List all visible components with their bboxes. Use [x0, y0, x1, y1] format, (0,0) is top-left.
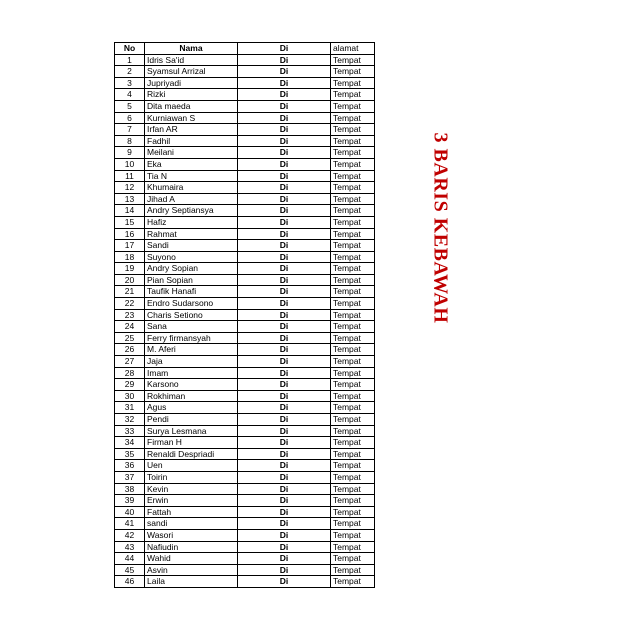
cell-nama: Agus: [145, 402, 238, 414]
cell-di: Di: [238, 77, 331, 89]
table-row: [115, 379, 375, 391]
cell-di: Di: [238, 135, 331, 147]
cell-nama: sandi: [145, 518, 238, 530]
table-row: [115, 448, 375, 460]
cell-no: 20: [115, 274, 145, 286]
table-row: [115, 309, 375, 321]
cell-alamat: Tempat: [331, 541, 375, 553]
cell-di: Di: [238, 425, 331, 437]
cell-di: Di: [238, 158, 331, 170]
table-row: [115, 193, 375, 205]
table-row: [115, 147, 375, 159]
cell-no: 28: [115, 367, 145, 379]
name-list-table: [114, 42, 375, 588]
cell-no: 25: [115, 332, 145, 344]
cell-no: 39: [115, 495, 145, 507]
cell-no: 17: [115, 240, 145, 252]
table-row: [115, 332, 375, 344]
cell-di: Di: [238, 228, 331, 240]
cell-alamat: Tempat: [331, 390, 375, 402]
table-row: [115, 460, 375, 472]
cell-nama: Laila: [145, 576, 238, 588]
table-row: [115, 66, 375, 78]
cell-nama: M. Aferi: [145, 344, 238, 356]
cell-nama: Rizki: [145, 89, 238, 101]
table-row: [115, 483, 375, 495]
cell-no: 1: [115, 54, 145, 66]
cell-alamat: Tempat: [331, 344, 375, 356]
cell-alamat: Tempat: [331, 553, 375, 565]
cell-di: Di: [238, 541, 331, 553]
table-row: [115, 112, 375, 124]
table-row: [115, 553, 375, 565]
cell-alamat: Tempat: [331, 483, 375, 495]
cell-alamat: Tempat: [331, 228, 375, 240]
cell-di: Di: [238, 367, 331, 379]
table-row: [115, 251, 375, 263]
cell-nama: Kurniawan S: [145, 112, 238, 124]
cell-di: Di: [238, 66, 331, 78]
cell-no: 8: [115, 135, 145, 147]
cell-nama: Syamsul Arrizal: [145, 66, 238, 78]
cell-nama: Andry Septiansya: [145, 205, 238, 217]
cell-di: Di: [238, 170, 331, 182]
cell-nama: Sandi: [145, 240, 238, 252]
cell-no: 9: [115, 147, 145, 159]
cell-alamat: Tempat: [331, 448, 375, 460]
table-row: [115, 495, 375, 507]
cell-nama: Idris Sa'id: [145, 54, 238, 66]
table-row: [115, 274, 375, 286]
cell-di: Di: [238, 205, 331, 217]
cell-nama: Rokhiman: [145, 390, 238, 402]
cell-no: 10: [115, 158, 145, 170]
cell-nama: Rahmat: [145, 228, 238, 240]
cell-di: Di: [238, 448, 331, 460]
cell-alamat: Tempat: [331, 518, 375, 530]
cell-alamat: Tempat: [331, 100, 375, 112]
cell-alamat: Tempat: [331, 286, 375, 298]
cell-nama: Pian Sopian: [145, 274, 238, 286]
cell-di: Di: [238, 471, 331, 483]
cell-di: Di: [238, 263, 331, 275]
cell-di: Di: [238, 402, 331, 414]
cell-alamat: Tempat: [331, 460, 375, 472]
cell-nama: Uen: [145, 460, 238, 472]
cell-nama: Charis Setiono: [145, 309, 238, 321]
table-body: [115, 54, 375, 587]
cell-alamat: Tempat: [331, 437, 375, 449]
cell-no: 19: [115, 263, 145, 275]
cell-di: Di: [238, 495, 331, 507]
cell-no: 44: [115, 553, 145, 565]
table-row: [115, 402, 375, 414]
cell-alamat: Tempat: [331, 379, 375, 391]
cell-alamat: Tempat: [331, 124, 375, 136]
cell-di: Di: [238, 216, 331, 228]
table-row: [115, 321, 375, 333]
cell-alamat: Tempat: [331, 495, 375, 507]
cell-di: Di: [238, 89, 331, 101]
cell-nama: Imam: [145, 367, 238, 379]
table-row: [115, 518, 375, 530]
cell-di: Di: [238, 344, 331, 356]
table-row: [115, 77, 375, 89]
table-row: [115, 529, 375, 541]
cell-no: 7: [115, 124, 145, 136]
cell-no: 31: [115, 402, 145, 414]
cell-nama: Firman H: [145, 437, 238, 449]
cell-nama: Karsono: [145, 379, 238, 391]
cell-di: Di: [238, 553, 331, 565]
cell-alamat: Tempat: [331, 506, 375, 518]
cell-nama: Hafiz: [145, 216, 238, 228]
cell-no: 21: [115, 286, 145, 298]
cell-di: Di: [238, 274, 331, 286]
cell-alamat: Tempat: [331, 89, 375, 101]
cell-nama: Fadhil: [145, 135, 238, 147]
cell-alamat: Tempat: [331, 216, 375, 228]
table-row: [115, 182, 375, 194]
cell-nama: Wasori: [145, 529, 238, 541]
cell-nama: Pendi: [145, 414, 238, 426]
cell-alamat: Tempat: [331, 263, 375, 275]
cell-nama: Sana: [145, 321, 238, 333]
cell-alamat: Tempat: [331, 274, 375, 286]
cell-di: Di: [238, 506, 331, 518]
cell-alamat: Tempat: [331, 321, 375, 333]
cell-no: 45: [115, 564, 145, 576]
table-row: [115, 298, 375, 310]
cell-nama: Khumaira: [145, 182, 238, 194]
cell-nama: Erwin: [145, 495, 238, 507]
cell-nama: Jihad A: [145, 193, 238, 205]
side-note-label: 3 BARIS KEBAWAH: [429, 132, 452, 324]
cell-no: 36: [115, 460, 145, 472]
cell-nama: Jupriyadi: [145, 77, 238, 89]
cell-di: Di: [238, 100, 331, 112]
cell-nama: Dita maeda: [145, 100, 238, 112]
cell-alamat: Tempat: [331, 414, 375, 426]
table-row: [115, 367, 375, 379]
cell-no: 6: [115, 112, 145, 124]
cell-no: 42: [115, 529, 145, 541]
table-row: [115, 216, 375, 228]
cell-no: 35: [115, 448, 145, 460]
table-row: [115, 89, 375, 101]
table-row: [115, 100, 375, 112]
table-row: [115, 437, 375, 449]
table-row: [115, 54, 375, 66]
cell-nama: Wahid: [145, 553, 238, 565]
table-row: [115, 286, 375, 298]
cell-alamat: Tempat: [331, 402, 375, 414]
cell-alamat: Tempat: [331, 66, 375, 78]
cell-alamat: Tempat: [331, 193, 375, 205]
cell-no: 5: [115, 100, 145, 112]
cell-nama: Fattah: [145, 506, 238, 518]
table-row: [115, 240, 375, 252]
cell-di: Di: [238, 576, 331, 588]
cell-no: 14: [115, 205, 145, 217]
cell-di: Di: [238, 240, 331, 252]
cell-alamat: Tempat: [331, 182, 375, 194]
header-no: No: [115, 43, 145, 55]
cell-di: Di: [238, 356, 331, 368]
cell-nama: Andry Sopian: [145, 263, 238, 275]
cell-no: 46: [115, 576, 145, 588]
cell-no: 40: [115, 506, 145, 518]
cell-di: Di: [238, 518, 331, 530]
cell-di: Di: [238, 483, 331, 495]
header-alamat: alamat: [331, 43, 375, 55]
cell-di: Di: [238, 390, 331, 402]
cell-alamat: Tempat: [331, 251, 375, 263]
cell-nama: Taufik Hanafi: [145, 286, 238, 298]
cell-nama: Ferry firmansyah: [145, 332, 238, 344]
cell-nama: Tia N: [145, 170, 238, 182]
cell-alamat: Tempat: [331, 309, 375, 321]
cell-nama: Endro Sudarsono: [145, 298, 238, 310]
cell-alamat: Tempat: [331, 77, 375, 89]
table-row: [115, 124, 375, 136]
cell-di: Di: [238, 112, 331, 124]
cell-alamat: Tempat: [331, 471, 375, 483]
table-row: [115, 344, 375, 356]
cell-alamat: Tempat: [331, 240, 375, 252]
cell-no: 38: [115, 483, 145, 495]
header-nama: Nama: [145, 43, 238, 55]
table-row: [115, 356, 375, 368]
cell-alamat: Tempat: [331, 425, 375, 437]
table-header-row: [115, 43, 375, 55]
table-row: [115, 506, 375, 518]
cell-di: Di: [238, 286, 331, 298]
cell-alamat: Tempat: [331, 332, 375, 344]
cell-no: 13: [115, 193, 145, 205]
cell-di: Di: [238, 193, 331, 205]
table-row: [115, 390, 375, 402]
cell-no: 29: [115, 379, 145, 391]
cell-di: Di: [238, 309, 331, 321]
cell-di: Di: [238, 529, 331, 541]
cell-di: Di: [238, 414, 331, 426]
cell-di: Di: [238, 54, 331, 66]
cell-di: Di: [238, 564, 331, 576]
cell-nama: Jaja: [145, 356, 238, 368]
cell-nama: Asvin: [145, 564, 238, 576]
cell-no: 22: [115, 298, 145, 310]
cell-di: Di: [238, 182, 331, 194]
cell-no: 11: [115, 170, 145, 182]
cell-alamat: Tempat: [331, 170, 375, 182]
cell-no: 32: [115, 414, 145, 426]
table-row: [115, 135, 375, 147]
cell-no: 43: [115, 541, 145, 553]
cell-alamat: Tempat: [331, 147, 375, 159]
cell-no: 34: [115, 437, 145, 449]
cell-nama: Suyono: [145, 251, 238, 263]
table-row: [115, 564, 375, 576]
cell-di: Di: [238, 437, 331, 449]
cell-no: 2: [115, 66, 145, 78]
cell-alamat: Tempat: [331, 54, 375, 66]
cell-no: 23: [115, 309, 145, 321]
cell-nama: Irfan AR: [145, 124, 238, 136]
table-row: [115, 158, 375, 170]
cell-nama: Kevin: [145, 483, 238, 495]
cell-no: 16: [115, 228, 145, 240]
cell-no: 41: [115, 518, 145, 530]
cell-nama: Eka: [145, 158, 238, 170]
cell-di: Di: [238, 379, 331, 391]
cell-di: Di: [238, 321, 331, 333]
cell-alamat: Tempat: [331, 135, 375, 147]
cell-no: 33: [115, 425, 145, 437]
cell-no: 30: [115, 390, 145, 402]
cell-no: 27: [115, 356, 145, 368]
table-row: [115, 228, 375, 240]
cell-alamat: Tempat: [331, 205, 375, 217]
cell-di: Di: [238, 124, 331, 136]
cell-alamat: Tempat: [331, 112, 375, 124]
cell-no: 12: [115, 182, 145, 194]
cell-nama: Nafiudin: [145, 541, 238, 553]
cell-no: 18: [115, 251, 145, 263]
cell-no: 3: [115, 77, 145, 89]
cell-di: Di: [238, 460, 331, 472]
cell-di: Di: [238, 298, 331, 310]
cell-di: Di: [238, 251, 331, 263]
cell-alamat: Tempat: [331, 158, 375, 170]
cell-nama: Surya Lesmana: [145, 425, 238, 437]
cell-nama: Meilani: [145, 147, 238, 159]
table-row: [115, 170, 375, 182]
header-di: Di: [238, 43, 331, 55]
cell-no: 4: [115, 89, 145, 101]
table-row: [115, 471, 375, 483]
cell-nama: Toirin: [145, 471, 238, 483]
cell-alamat: Tempat: [331, 576, 375, 588]
cell-alamat: Tempat: [331, 356, 375, 368]
cell-alamat: Tempat: [331, 298, 375, 310]
cell-no: 15: [115, 216, 145, 228]
cell-di: Di: [238, 147, 331, 159]
cell-no: 26: [115, 344, 145, 356]
table-row: [115, 205, 375, 217]
cell-no: 37: [115, 471, 145, 483]
cell-alamat: Tempat: [331, 564, 375, 576]
cell-no: 24: [115, 321, 145, 333]
cell-alamat: Tempat: [331, 367, 375, 379]
table-row: [115, 263, 375, 275]
table-row: [115, 541, 375, 553]
table-row: [115, 576, 375, 588]
cell-di: Di: [238, 332, 331, 344]
table-row: [115, 425, 375, 437]
cell-nama: Renaldi Despriadi: [145, 448, 238, 460]
table-row: [115, 414, 375, 426]
cell-alamat: Tempat: [331, 529, 375, 541]
